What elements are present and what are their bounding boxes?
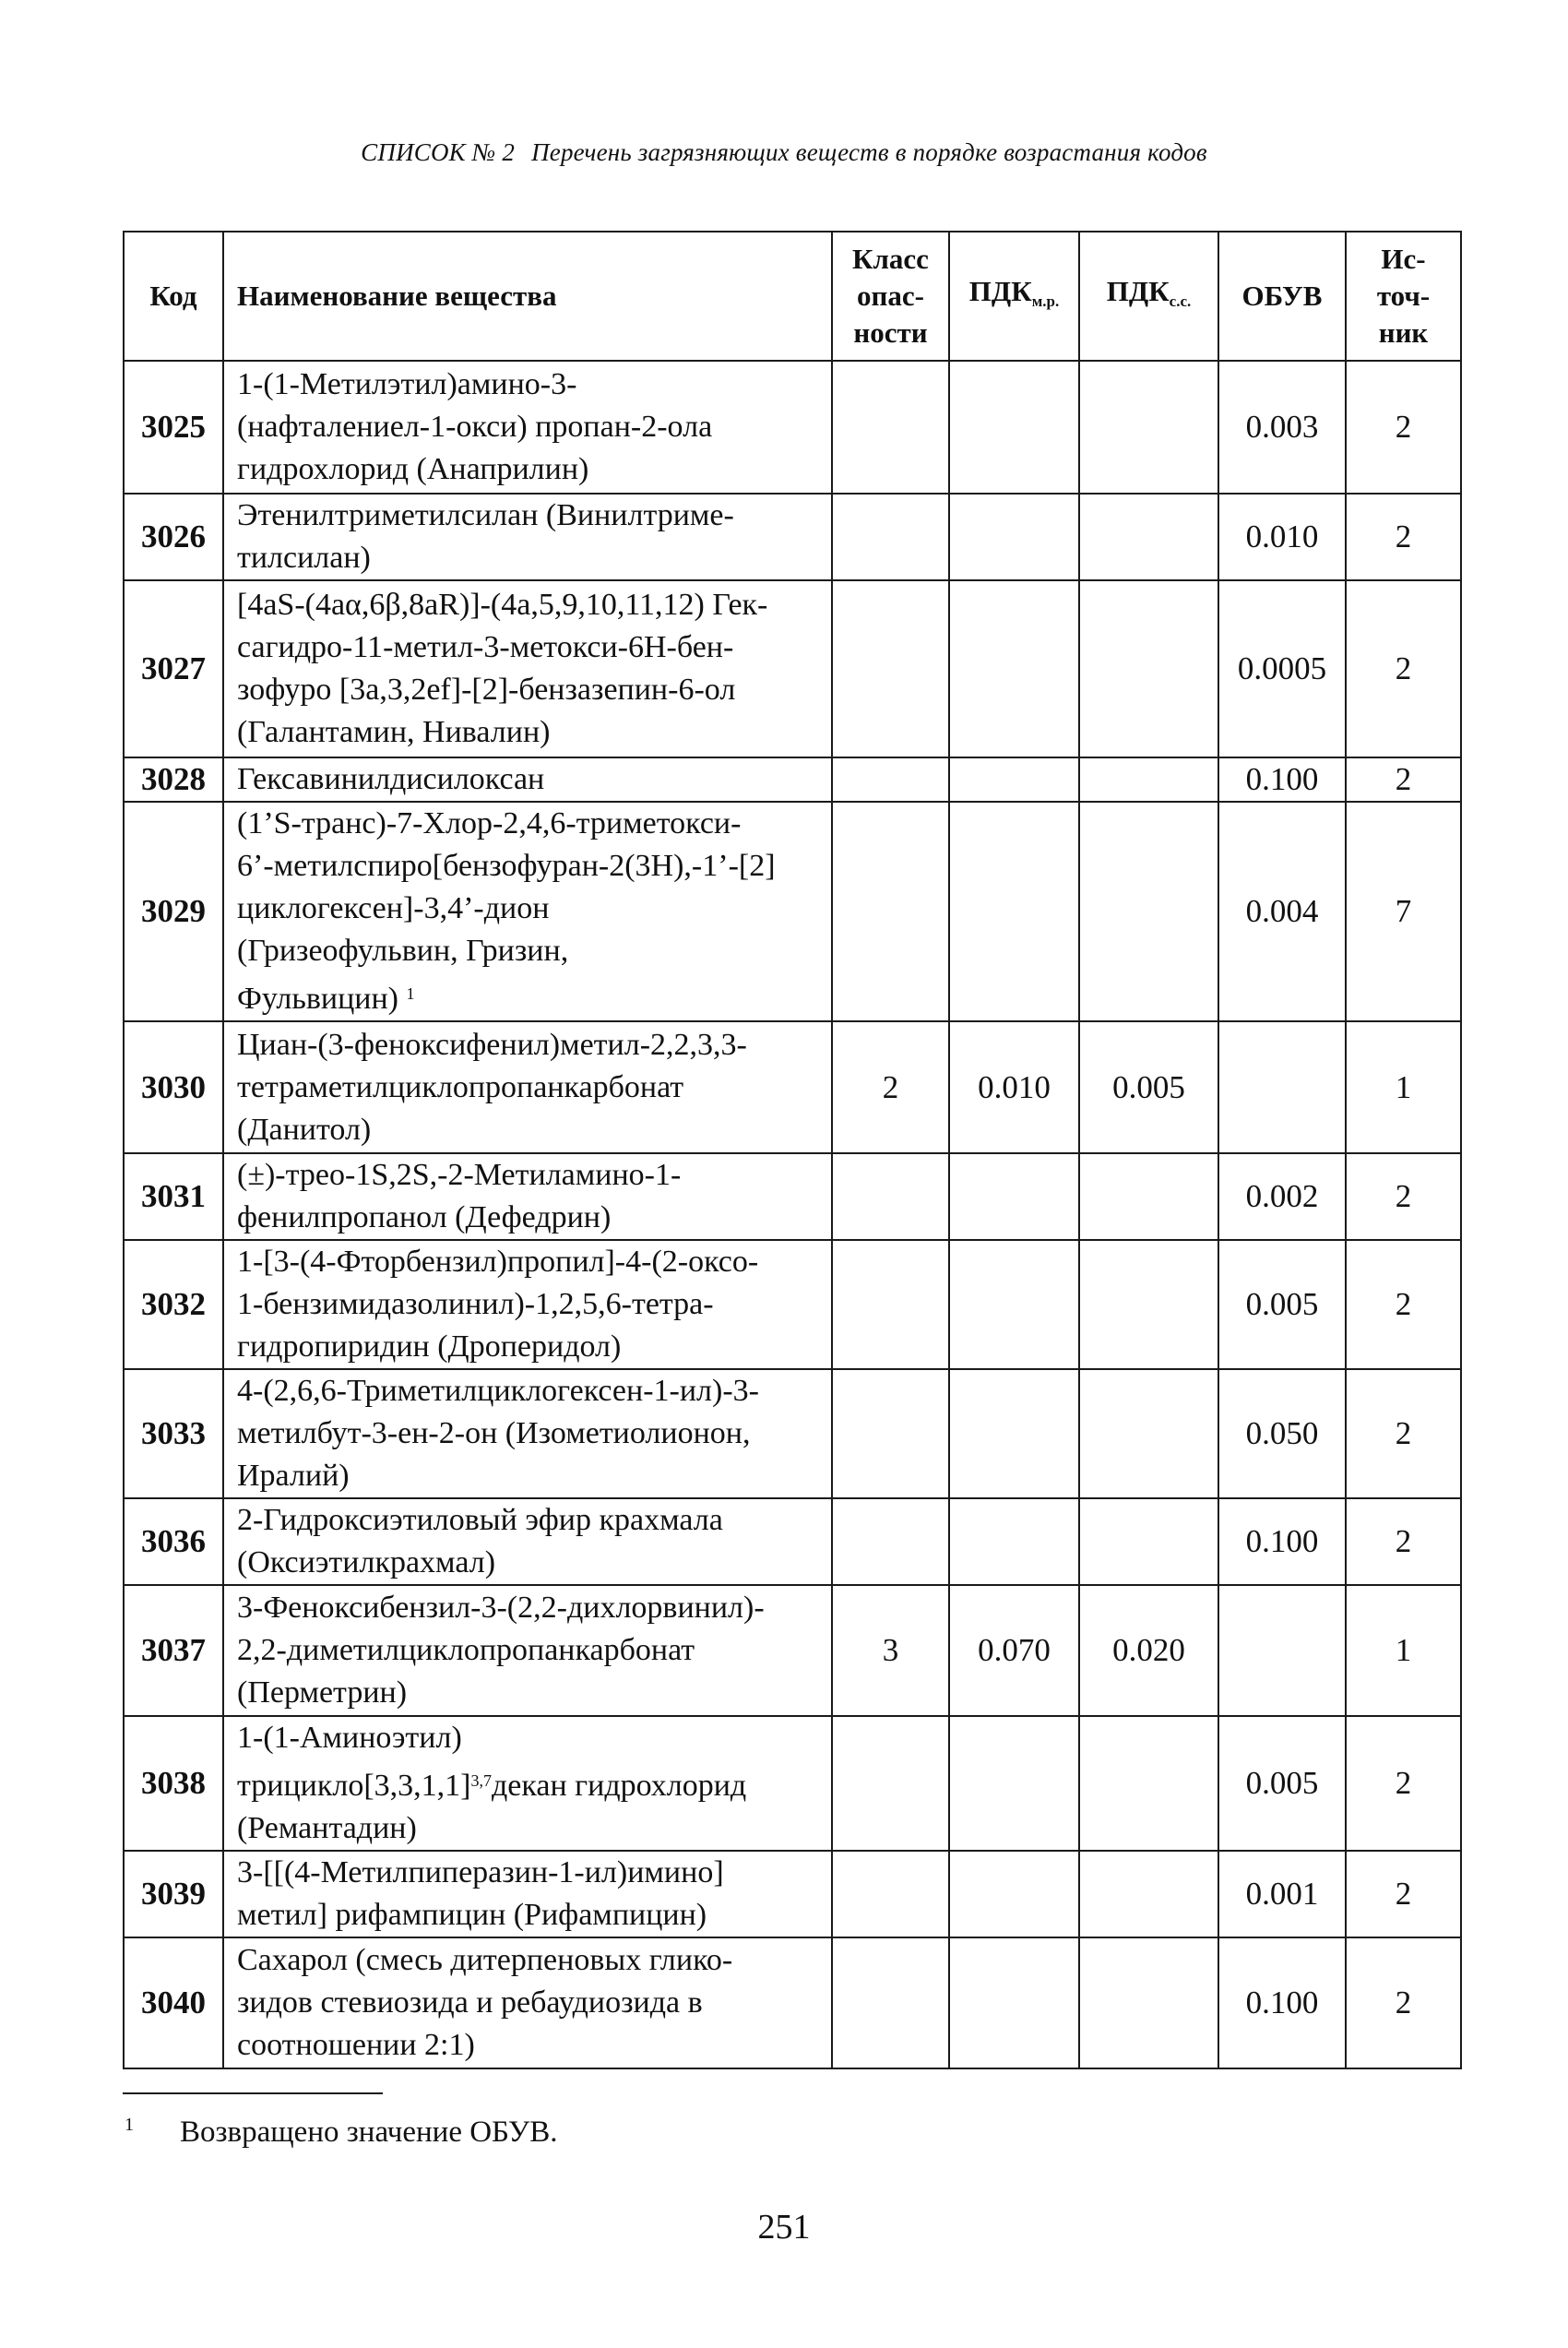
locant-superscript: 3,7 — [470, 1771, 492, 1790]
row-name — [223, 757, 832, 802]
list-label: СПИСОК № 2 — [361, 138, 516, 166]
table-row — [124, 1716, 1461, 1851]
row-source: 2 — [1346, 757, 1461, 802]
name-line: (Гризеофульвин, Гризин, — [237, 934, 569, 968]
row-name — [223, 1937, 832, 2068]
name-line: трицикло[3,3,1,1] — [237, 1769, 471, 1803]
name-line: Сахарол (смесь дитерпеновых глико- — [237, 1943, 733, 1977]
source-header-line: Ис- — [1381, 243, 1426, 275]
table-row — [124, 1240, 1461, 1369]
row-pdk-ss — [1079, 1369, 1218, 1498]
row-pdk-ss — [1079, 1240, 1218, 1369]
row-pdk-mr — [949, 580, 1079, 757]
row-source: 2 — [1346, 1498, 1461, 1585]
row-pdk-mr: 0.070 — [949, 1585, 1079, 1716]
row-pdk-ss — [1079, 1153, 1218, 1240]
row-obuv: 0.005 — [1218, 1716, 1346, 1851]
name-line: соотношении 2:1) — [237, 2028, 475, 2062]
row-obuv: 0.050 — [1218, 1369, 1346, 1498]
name-line: 1-[3-(4-Фторбензил)пропил]-4-(2-оксо- — [237, 1245, 759, 1279]
name-line: 1-бензимидазолинил)-1,2,5,6-тетра- — [237, 1287, 714, 1321]
hazard-header-line: ности — [853, 316, 928, 349]
row-hazard — [832, 494, 949, 580]
row-pdk-mr — [949, 1716, 1079, 1851]
row-obuv — [1218, 1021, 1346, 1153]
col-header-name: Наименование вещества — [223, 232, 832, 361]
table-row — [124, 1937, 1461, 2068]
col-header-hazard-class — [832, 232, 949, 361]
name-line: 1-(1-Метилэтил)амино-3- — [237, 367, 577, 401]
row-code: 3039 — [124, 1851, 223, 1937]
row-code: 3033 — [124, 1369, 223, 1498]
row-hazard — [832, 757, 949, 802]
footnote-text: Возвращено значение ОБУВ. — [180, 2116, 558, 2149]
name-line: тетраметилциклопропанкарбонат — [237, 1069, 684, 1104]
footnote — [123, 2106, 557, 2151]
row-pdk-ss — [1079, 802, 1218, 1021]
name-line: Гексавинилдисилоксан — [237, 762, 545, 796]
row-pdk-ss — [1079, 757, 1218, 802]
row-pdk-mr — [949, 1851, 1079, 1937]
page-number: 251 — [757, 2208, 811, 2247]
row-obuv: 0.001 — [1218, 1851, 1346, 1937]
row-pdk-ss — [1079, 1851, 1218, 1937]
row-obuv: 0.003 — [1218, 361, 1346, 494]
pdk-mr-header-sub: м.р. — [1031, 292, 1060, 310]
row-code: 3038 — [124, 1716, 223, 1851]
row-pdk-ss — [1079, 1716, 1218, 1851]
row-source: 2 — [1346, 1851, 1461, 1937]
table-row — [124, 1851, 1461, 1937]
row-obuv: 0.002 — [1218, 1153, 1346, 1240]
pdk-mr-header-main: ПДК — [968, 274, 1032, 307]
name-line: Этенилтриметилсилан (Винилтриме- — [237, 498, 734, 532]
table-body — [124, 361, 1461, 2068]
name-line: 6’-метилспиро[бензофуран-2(3Н),-1’-[2] — [237, 849, 776, 883]
row-pdk-mr — [949, 1498, 1079, 1585]
row-code: 3029 — [124, 802, 223, 1021]
table-row — [124, 1153, 1461, 1240]
row-hazard — [832, 1369, 949, 1498]
name-line: Фульвицин) — [237, 982, 398, 1016]
row-source: 2 — [1346, 1240, 1461, 1369]
col-header-pdk-mr — [949, 232, 1079, 361]
row-pdk-mr — [949, 1369, 1079, 1498]
list-subtitle: Перечень загрязняющих веществ в порядке возрастания кодов — [531, 138, 1207, 166]
row-obuv: 0.100 — [1218, 757, 1346, 802]
row-pdk-ss: 0.005 — [1079, 1021, 1218, 1153]
row-pdk-mr — [949, 361, 1079, 494]
row-hazard — [832, 1240, 949, 1369]
row-obuv: 0.100 — [1218, 1498, 1346, 1585]
row-pdk-ss — [1079, 580, 1218, 757]
row-source: 2 — [1346, 580, 1461, 757]
row-hazard — [832, 1716, 949, 1851]
table-header-row — [124, 232, 1461, 361]
pdk-ss-header-sub: с.с. — [1169, 292, 1192, 310]
name-line: зидов стевиозида и ребаудиозида в — [237, 1985, 703, 2020]
row-code: 3037 — [124, 1585, 223, 1716]
row-name — [223, 802, 832, 1021]
source-header-line: точ- — [1376, 280, 1431, 312]
name-line: метилбут-3-ен-2-он (Изометиолионон, — [237, 1416, 751, 1450]
col-header-source — [1346, 232, 1461, 361]
row-code: 3026 — [124, 494, 223, 580]
source-header-line: ник — [1378, 316, 1429, 349]
name-line: 3-Феноксибензил-3-(2,2-дихлорвинил)- — [237, 1591, 765, 1625]
table-row — [124, 802, 1461, 1021]
row-name — [223, 1369, 832, 1498]
row-hazard — [832, 1153, 949, 1240]
name-line: Циан-(3-феноксифенил)метил-2,2,3,3- — [237, 1027, 747, 1062]
name-line: 2,2-диметилциклопропанкарбонат — [237, 1633, 695, 1667]
row-name — [223, 361, 832, 494]
name-line: (Оксиэтилкрахмал) — [237, 1545, 496, 1579]
row-pdk-mr — [949, 1153, 1079, 1240]
row-pdk-ss — [1079, 494, 1218, 580]
row-name — [223, 1498, 832, 1585]
row-name — [223, 1240, 832, 1369]
page-header — [0, 138, 1568, 167]
name-line: 4-(2,6,6-Триметилциклогексен-1-ил)-3- — [237, 1374, 759, 1408]
name-line: (Галантамин, Нивалин) — [237, 715, 551, 749]
table-row — [124, 580, 1461, 757]
row-name — [223, 494, 832, 580]
hazard-header-line: опас- — [857, 280, 924, 312]
table-row — [124, 494, 1461, 580]
row-obuv — [1218, 1585, 1346, 1716]
table-row — [124, 1498, 1461, 1585]
row-pdk-mr — [949, 1937, 1079, 2068]
name-line: [4aS-(4aα,6β,8aR)]-(4a,5,9,10,11,12) Гек- — [237, 588, 768, 622]
row-hazard — [832, 1498, 949, 1585]
row-name — [223, 1716, 832, 1851]
row-name — [223, 1153, 832, 1240]
col-header-obuv: ОБУВ — [1218, 232, 1346, 361]
row-name — [223, 1851, 832, 1937]
row-hazard — [832, 1851, 949, 1937]
row-code: 3032 — [124, 1240, 223, 1369]
row-source: 2 — [1346, 361, 1461, 494]
row-obuv: 0.005 — [1218, 1240, 1346, 1369]
name-line: фенилпропанол (Дефедрин) — [237, 1200, 612, 1234]
row-source: 1 — [1346, 1585, 1461, 1716]
row-pdk-mr — [949, 1240, 1079, 1369]
row-hazard — [832, 580, 949, 757]
name-line: (1’S-транс)-7-Хлор-2,4,6-триметокси- — [237, 806, 742, 840]
row-code: 3031 — [124, 1153, 223, 1240]
row-pdk-ss: 0.020 — [1079, 1585, 1218, 1716]
row-source: 7 — [1346, 802, 1461, 1021]
footnote-reference: 1 — [406, 984, 415, 1003]
name-line: (±)-трео-1S,2S,-2-Метиламино-1- — [237, 1158, 682, 1192]
row-pdk-ss — [1079, 1498, 1218, 1585]
name-line: 1-(1-Аминоэтил) — [237, 1721, 462, 1755]
name-line: циклогексен]-3,4’-дион — [237, 891, 550, 925]
table-row — [124, 757, 1461, 802]
row-source: 2 — [1346, 1937, 1461, 2068]
substances-table — [123, 231, 1462, 2069]
row-source: 1 — [1346, 1021, 1461, 1153]
name-line: Иралий) — [237, 1459, 350, 1493]
table-row — [124, 361, 1461, 494]
name-line: 3-[[(4-Метилпиперазин-1-ил)имино] — [237, 1855, 724, 1889]
name-line: (нафталениел-1-окси) пропан-2-ола — [237, 410, 713, 444]
row-code: 3027 — [124, 580, 223, 757]
name-line: (Данитол) — [237, 1112, 372, 1147]
row-pdk-mr: 0.010 — [949, 1021, 1079, 1153]
name-line: тилсилан) — [237, 541, 371, 575]
row-pdk-mr — [949, 494, 1079, 580]
row-pdk-ss — [1079, 1937, 1218, 2068]
row-code: 3025 — [124, 361, 223, 494]
row-code: 3036 — [124, 1498, 223, 1585]
col-header-code: Код — [124, 232, 223, 361]
row-pdk-mr — [949, 802, 1079, 1021]
row-hazard: 3 — [832, 1585, 949, 1716]
name-line: сагидро-11-метил-3-метокси-6Н-бен- — [237, 630, 734, 664]
table-row — [124, 1585, 1461, 1716]
pdk-ss-header-main: ПДК — [1106, 274, 1170, 307]
hazard-header-line: Класс — [852, 243, 929, 275]
row-code: 3030 — [124, 1021, 223, 1153]
footnote-mark: 1 — [125, 2115, 134, 2135]
row-name — [223, 1021, 832, 1153]
footnote-divider — [123, 2092, 383, 2094]
row-name — [223, 1585, 832, 1716]
row-obuv: 0.010 — [1218, 494, 1346, 580]
substances-table-container — [123, 231, 1460, 2069]
row-hazard — [832, 1937, 949, 2068]
name-line: (Ремантадин) — [237, 1811, 417, 1845]
name-line: гидропиридин (Дроперидол) — [237, 1329, 622, 1364]
row-hazard: 2 — [832, 1021, 949, 1153]
table-row — [124, 1021, 1461, 1153]
row-code: 3028 — [124, 757, 223, 802]
row-name — [223, 580, 832, 757]
col-header-pdk-ss — [1079, 232, 1218, 361]
row-source: 2 — [1346, 1716, 1461, 1851]
name-line: гидрохлорид (Анаприлин) — [237, 452, 589, 486]
name-line: 2-Гидроксиэтиловый эфир крахмала — [237, 1503, 723, 1537]
name-line: зофуро [3a,3,2ef]-[2]-бензазепин-6-ол — [237, 673, 736, 707]
row-hazard — [832, 361, 949, 494]
name-line: (Перметрин) — [237, 1675, 408, 1710]
row-code: 3040 — [124, 1937, 223, 2068]
row-source: 2 — [1346, 1153, 1461, 1240]
name-line: метил] рифампицин (Рифампицин) — [237, 1898, 707, 1932]
row-pdk-ss — [1079, 361, 1218, 494]
name-line: декан гидрохлорид — [492, 1769, 747, 1803]
row-source: 2 — [1346, 1369, 1461, 1498]
row-source: 2 — [1346, 494, 1461, 580]
row-obuv: 0.0005 — [1218, 580, 1346, 757]
table-row — [124, 1369, 1461, 1498]
row-obuv: 0.004 — [1218, 802, 1346, 1021]
row-obuv: 0.100 — [1218, 1937, 1346, 2068]
row-hazard — [832, 802, 949, 1021]
row-pdk-mr — [949, 757, 1079, 802]
